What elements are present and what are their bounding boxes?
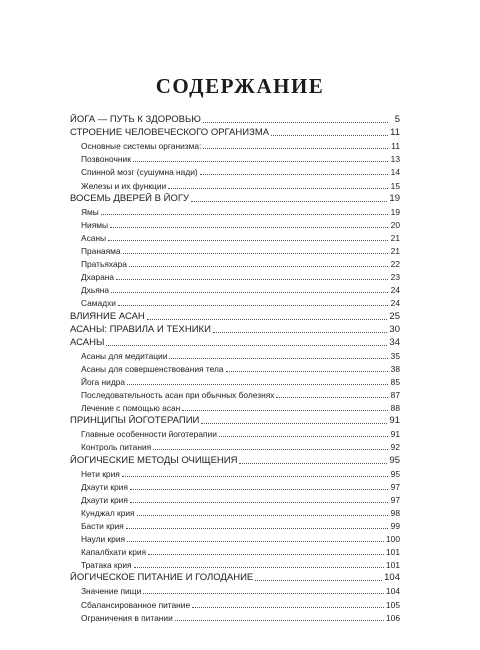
toc-section[interactable]	[70, 309, 400, 322]
toc-entry-title: ЙОГИЧЕСКОЕ ПИТАНИЕ И ГОЛОДАНИЕ	[70, 572, 254, 584]
toc-page-number: 11	[390, 127, 400, 139]
toc-page-number: 91	[390, 429, 400, 440]
dot-leader	[219, 436, 388, 437]
toc-page-number: 101	[386, 560, 400, 571]
toc-page-number: 14	[390, 167, 400, 178]
toc-entry-title: Дхаути крия	[81, 494, 128, 505]
toc-page-number: 30	[389, 323, 400, 335]
toc-subsection[interactable]	[70, 205, 400, 218]
dot-leader	[203, 122, 388, 123]
dot-leader	[122, 476, 388, 477]
dot-leader	[192, 607, 384, 608]
dot-leader	[123, 253, 388, 254]
toc-entry-title: ВЛИЯНИЕ АСАН	[70, 310, 145, 322]
dot-leader	[175, 620, 384, 621]
dot-leader	[101, 214, 388, 215]
dot-leader	[213, 332, 388, 333]
toc-entry-title: Асаны для медитации	[81, 350, 168, 361]
toc-subsection[interactable]	[70, 362, 400, 375]
toc-page-number: 101	[386, 547, 400, 558]
dot-leader	[126, 528, 388, 529]
toc-entry-title: Сбалансированное питание	[81, 599, 191, 610]
toc-entry-title: АСАНЫ: ПРАВИЛА И ТЕХНИКИ	[70, 323, 211, 335]
toc-page-number: 13	[390, 154, 400, 165]
dot-leader	[110, 227, 388, 228]
toc-entry-title: Основные системы организма:	[81, 141, 202, 152]
dot-leader	[182, 410, 388, 411]
toc-subsection[interactable]	[70, 244, 400, 257]
toc-entry-title: Асаны для совершенствования тела	[81, 363, 224, 374]
toc-entry-title: Последовательность асан при обычных болезнях	[81, 390, 275, 401]
toc-page-number: 92	[390, 442, 400, 453]
toc-subsection[interactable]	[70, 401, 400, 414]
dot-leader	[106, 345, 387, 346]
toc-section[interactable]	[70, 336, 400, 349]
dot-leader	[168, 188, 388, 189]
toc-entry-title: Ямы	[81, 206, 99, 217]
toc-subsection[interactable]	[70, 152, 400, 165]
toc-subsection[interactable]	[70, 139, 400, 152]
dot-leader	[200, 174, 388, 175]
toc-section[interactable]	[70, 414, 400, 427]
toc-subsection[interactable]	[70, 231, 400, 244]
toc-subsection[interactable]	[70, 375, 400, 388]
toc-page-number: 20	[390, 219, 400, 230]
toc-entry-title: ЙОГИЧЕСКИЕ МЕТОДЫ ОЧИЩЕНИЯ	[70, 454, 238, 466]
dot-leader	[153, 449, 388, 450]
toc-entry-title: АСАНЫ	[70, 336, 105, 348]
dot-leader	[127, 541, 384, 542]
toc-entry-title: Пратьяхара	[81, 259, 127, 270]
toc-subsection[interactable]	[70, 558, 400, 571]
toc-entry-title: Лечение с помощью асан	[81, 403, 181, 414]
toc-page-number: 88	[390, 403, 400, 414]
toc-page-number: 87	[390, 390, 400, 401]
toc-subsection[interactable]	[70, 467, 400, 480]
page-title: СОДЕРЖАНИЕ	[155, 74, 325, 98]
toc-page-number: 22	[390, 259, 400, 270]
dot-leader	[111, 292, 388, 293]
toc-section[interactable]	[70, 113, 400, 126]
toc-page-number: 24	[390, 285, 400, 296]
toc-subsection[interactable]	[70, 178, 400, 191]
dot-leader	[130, 502, 388, 503]
toc-subsection[interactable]	[70, 257, 400, 270]
toc-entry-title: Кунджал крия	[81, 507, 135, 518]
toc-entry-title: Контроль питания	[81, 442, 152, 453]
dot-leader	[130, 489, 388, 490]
toc-subsection[interactable]	[70, 611, 400, 624]
toc-subsection[interactable]	[70, 283, 400, 296]
dot-leader	[108, 240, 388, 241]
toc-section[interactable]	[70, 192, 400, 205]
dot-leader	[129, 266, 388, 267]
toc-subsection[interactable]	[70, 165, 400, 178]
dot-leader	[276, 397, 388, 398]
toc-entry-title: Басти крия	[81, 521, 124, 531]
dot-leader	[133, 161, 388, 162]
toc-entry-title: Нети крия	[81, 468, 120, 479]
toc-entry-title: Дхьяна	[81, 285, 110, 296]
toc-page-number: 5	[394, 114, 400, 126]
toc-entry-title: Пранаяма	[81, 246, 121, 257]
toc-subsection[interactable]	[70, 584, 400, 597]
dot-leader	[255, 580, 382, 581]
dot-leader	[127, 384, 388, 385]
dot-leader	[239, 463, 387, 464]
toc-page-number: 106	[386, 612, 400, 623]
toc-page-number: 98	[390, 507, 400, 518]
dot-leader	[143, 593, 384, 594]
toc-page-number: 104	[386, 586, 400, 597]
toc-entry-title: Ниямы	[81, 219, 109, 230]
toc-section[interactable]	[70, 323, 400, 336]
dot-leader	[201, 423, 387, 424]
toc-page-number: 104	[384, 572, 400, 584]
toc-page-number: 38	[390, 363, 400, 374]
toc-entry-title: ПРИНЦИПЫ ЙОГОТЕРАПИИ	[70, 415, 200, 427]
toc-subsection[interactable]	[70, 388, 400, 401]
dot-leader	[203, 148, 388, 149]
toc-page-number: 35	[390, 350, 400, 361]
dot-leader	[148, 554, 384, 555]
toc-page-number: 95	[389, 454, 400, 466]
toc-entry-title: Самадхи	[81, 298, 116, 309]
toc-page-number: 100	[386, 534, 400, 545]
toc-subsection[interactable]	[70, 545, 400, 558]
toc-subsection[interactable]	[70, 532, 400, 545]
dot-leader	[271, 135, 388, 136]
toc-entry-title: Дхарана	[81, 272, 115, 283]
toc-subsection[interactable]	[70, 270, 400, 283]
toc-entry-title: Ограничения в питании	[81, 612, 173, 623]
toc-entry-title: Дхаути крия	[81, 481, 128, 492]
toc-page-number: 97	[390, 481, 400, 492]
toc-section[interactable]	[70, 126, 400, 139]
toc-page-number: 97	[390, 494, 400, 505]
dot-leader	[134, 567, 384, 568]
toc-page-number: 105	[386, 599, 400, 610]
toc-entry-title: СТРОЕНИЕ ЧЕЛОВЕЧЕСКОГО ОРГАНИЗМА	[70, 127, 270, 139]
toc-subsection[interactable]	[70, 218, 400, 231]
toc-page-number: 21	[390, 232, 400, 243]
toc-page-number: 23	[390, 272, 400, 283]
dot-leader	[191, 201, 387, 202]
toc-entry-title: ВОСЕМЬ ДВЕРЕЙ В ЙОГУ	[70, 192, 190, 204]
dot-leader	[147, 319, 388, 320]
toc-entry-title: Тратака крия	[81, 560, 132, 571]
table-of-contents	[70, 113, 400, 624]
toc-subsection[interactable]	[70, 480, 400, 493]
toc-subsection[interactable]	[70, 440, 400, 453]
toc-subsection[interactable]	[70, 519, 400, 532]
toc-entry-title: ЙОГА — ПУТЬ К ЗДОРОВЬЮ	[70, 114, 201, 126]
toc-page-number: 99	[390, 521, 400, 531]
toc-subsection[interactable]	[70, 493, 400, 506]
toc-page-number: 15	[390, 180, 400, 191]
toc-subsection[interactable]	[70, 506, 400, 519]
toc-entry-title: Наули крия	[81, 534, 126, 545]
toc-entry-title: Йога нидра	[81, 376, 126, 387]
toc-entry-title: Спинной мозг (сушумна нади)	[81, 167, 198, 178]
dot-leader	[137, 515, 388, 516]
toc-page-number: 91	[389, 415, 400, 427]
toc-entry-title: Позвоночник	[81, 154, 131, 165]
toc-page-number: 24	[390, 298, 400, 309]
toc-page-number: 21	[390, 246, 400, 257]
toc-page-number: 11	[391, 141, 400, 152]
toc-subsection[interactable]	[70, 349, 400, 362]
toc-subsection[interactable]	[70, 427, 400, 440]
dot-leader	[116, 279, 388, 280]
dot-leader	[118, 305, 388, 306]
toc-page-number: 85	[390, 376, 400, 387]
dot-leader	[169, 358, 388, 359]
toc-subsection[interactable]	[70, 296, 400, 309]
toc-page-number: 95	[390, 468, 400, 479]
toc-subsection[interactable]	[70, 597, 400, 610]
toc-page-number: 19	[389, 192, 400, 204]
toc-page-number: 19	[390, 206, 400, 217]
toc-entry-title: Капалбхати крия	[81, 547, 147, 558]
toc-page-number: 34	[389, 336, 400, 348]
toc-entry-title: Главные особенности йоготерапии	[81, 429, 217, 440]
toc-page-number: 25	[389, 310, 400, 322]
toc-entry-title: Значение пищи	[81, 586, 142, 597]
toc-section[interactable]	[70, 453, 400, 466]
toc-entry-title: Железы и их функции	[81, 180, 167, 191]
toc-entry-title: Асаны	[81, 232, 107, 243]
dot-leader	[226, 371, 388, 372]
toc-section[interactable]	[70, 571, 400, 584]
